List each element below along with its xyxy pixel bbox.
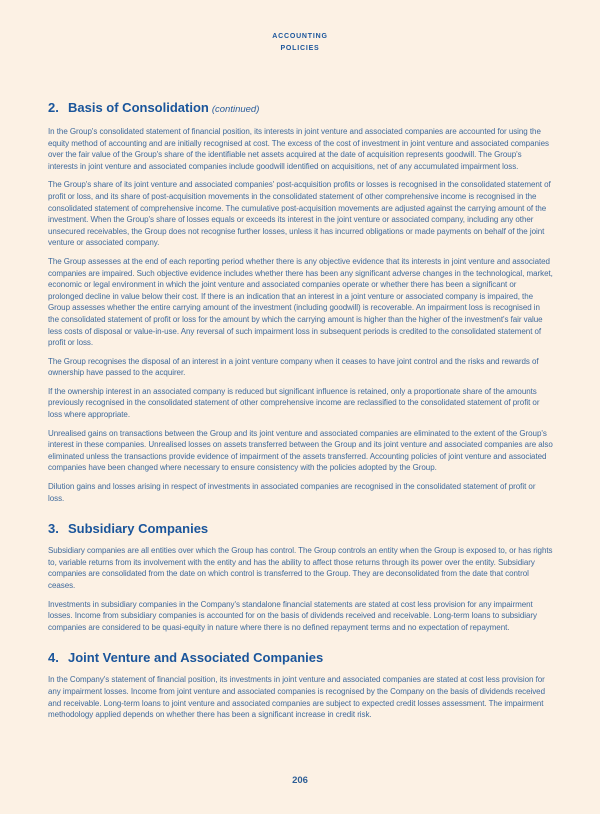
page-header bbox=[0, 31, 600, 55]
section-4-number: 4. bbox=[48, 650, 59, 666]
paragraph: The Group's share of its joint venture and associated companies' post-acquisition profits or losses is recognised in the consolidated statement of profit or loss, and its share of post-acquisition movements in the consolidated statement of other comprehensive income is recognised in the consolidated statement of comprehensive income. The cumulative post-acquisition movements are adjusted against the carrying amount of the investment. When the Group's share of losses equals or exceeds its interest in the joint venture or associated company, including any other unsecured receivables, the Group does not recognise further losses, unless it has incurred obligations or made payments on behalf of the joint venture or associated company. bbox=[48, 180, 551, 248]
section-3-number: 3. bbox=[48, 521, 59, 537]
page-header-line2: POLICIES bbox=[280, 45, 320, 52]
content bbox=[48, 100, 553, 721]
section-2-title: Basis of Consolidation bbox=[68, 100, 209, 115]
paragraph: The Group recognises the disposal of an interest in a joint venture company when it ceases to have joint control and the risks and rewards of ownership have passed to the acquirer. bbox=[48, 356, 539, 378]
section-4-heading bbox=[48, 650, 553, 665]
section-2-number: 2. bbox=[48, 100, 59, 115]
section-2-heading bbox=[48, 100, 553, 117]
section-basis-of-consolidation bbox=[48, 100, 553, 504]
paragraph: In the Group's consolidated statement of financial position, its interests in joint venture and associated companies are accounted for using the equity method of accounting and are initially recognised at cost. The excess of the cost of investment in joint venture and associated companies over the fair value of the Group's share of the identifiable net assets acquired at the date of acquisition represents goodwill. The Group's interests in joint venture and associated companies include goodwill identified on acquisitions, net of any accumulated impairment loss. bbox=[48, 127, 549, 171]
section-2-continued-label: (continued) bbox=[211, 104, 260, 115]
paragraph: Investments in subsidiary companies in the Company's standalone financial statements are stated at cost less provision for any impairment losses. Income from subsidiary companies is accounted for on the basis of dividends received and receivable. Long-term loans to subsidiary companies are considered to be quasi-equity in nature where there is no defined repayment terms and no expectation of repayment. bbox=[48, 599, 537, 632]
section-4-title: Joint Venture and Associated Companies bbox=[68, 650, 324, 666]
section-3-title: Subsidiary Companies bbox=[68, 521, 209, 537]
section-subsidiary-companies bbox=[48, 521, 553, 633]
paragraph: Unrealised gains on transactions between the Group and its joint venture and associated companies are eliminated to the extent of the Group's interest in these companies. Unrealised losses on assets transferred between the Group and its joint venture and associated companies are also eliminated unless the transactions provide evidence of impairment of the assets transferred. Accounting policies of joint venture and associated companies have been changed where necessary to ensure consistency with the policies adopted by the Group. bbox=[48, 428, 553, 473]
paragraph: The Group assesses at the end of each reporting period whether there is any objective evidence that its interests in joint venture and associated companies are impaired. Such objective evidence includes whether there has been any significant adverse changes in the technological, market, economic or legal environment in which the joint venture and associated companies operate or whether there has been a significant or prolonged decline in value below their cost. If there is an indication that an interest in a joint venture or associated company is impaired, the Group assesses whether the entire carrying amount of the investment (including goodwill) is recoverable. An impairment loss is recognised in the consolidated statement of profit or loss for the amount by which the carrying amount is higher than the higher of the investment's fair value less costs of disposal or value-in-use. Any reversal of such impairment loss in subsequent periods is credited to the consolidated statement of profit or loss. bbox=[48, 256, 553, 348]
page-number: 206 bbox=[292, 775, 308, 786]
paragraph: If the ownership interest in an associated company is reduced but significant influence is retained, only a proportionate share of the amounts previously recognised in the consolidated statement of other comprehensive income are reclassified to the consolidated statement of profit or loss where appropriate. bbox=[48, 386, 540, 420]
section-3-heading bbox=[48, 521, 553, 536]
paragraph: In the Company's statement of financial position, its investments in joint venture and associated companies are stated at cost less provision for any impairment losses. Income from joint venture and associated companies is recognised by the Company on the basis of dividends received and receivable. Long-term loans to joint venture and associated companies are subject to expected credit losses assessment. The impairment methodology applied depends on whether there has been a significant increase in credit risk. bbox=[48, 675, 545, 720]
section-joint-venture-and-associated-companies bbox=[48, 650, 553, 720]
paragraph: Dilution gains and losses arising in respect of investments in associated companies are recognised in the consolidated statement of profit or loss. bbox=[48, 482, 536, 503]
page-header-line1: ACCOUNTING bbox=[272, 33, 328, 40]
paragraph: Subsidiary companies are all entities over which the Group has control. The Group controls an entity when the Group is exposed to, or has rights to, variable returns from its involvement with the entity and has the ability to affect those returns through its power over the entity. Subsidiary companies are consolidated from the date on which control is transferred to the Group. They are deconsolidated from the date that control ceases. bbox=[48, 546, 553, 590]
